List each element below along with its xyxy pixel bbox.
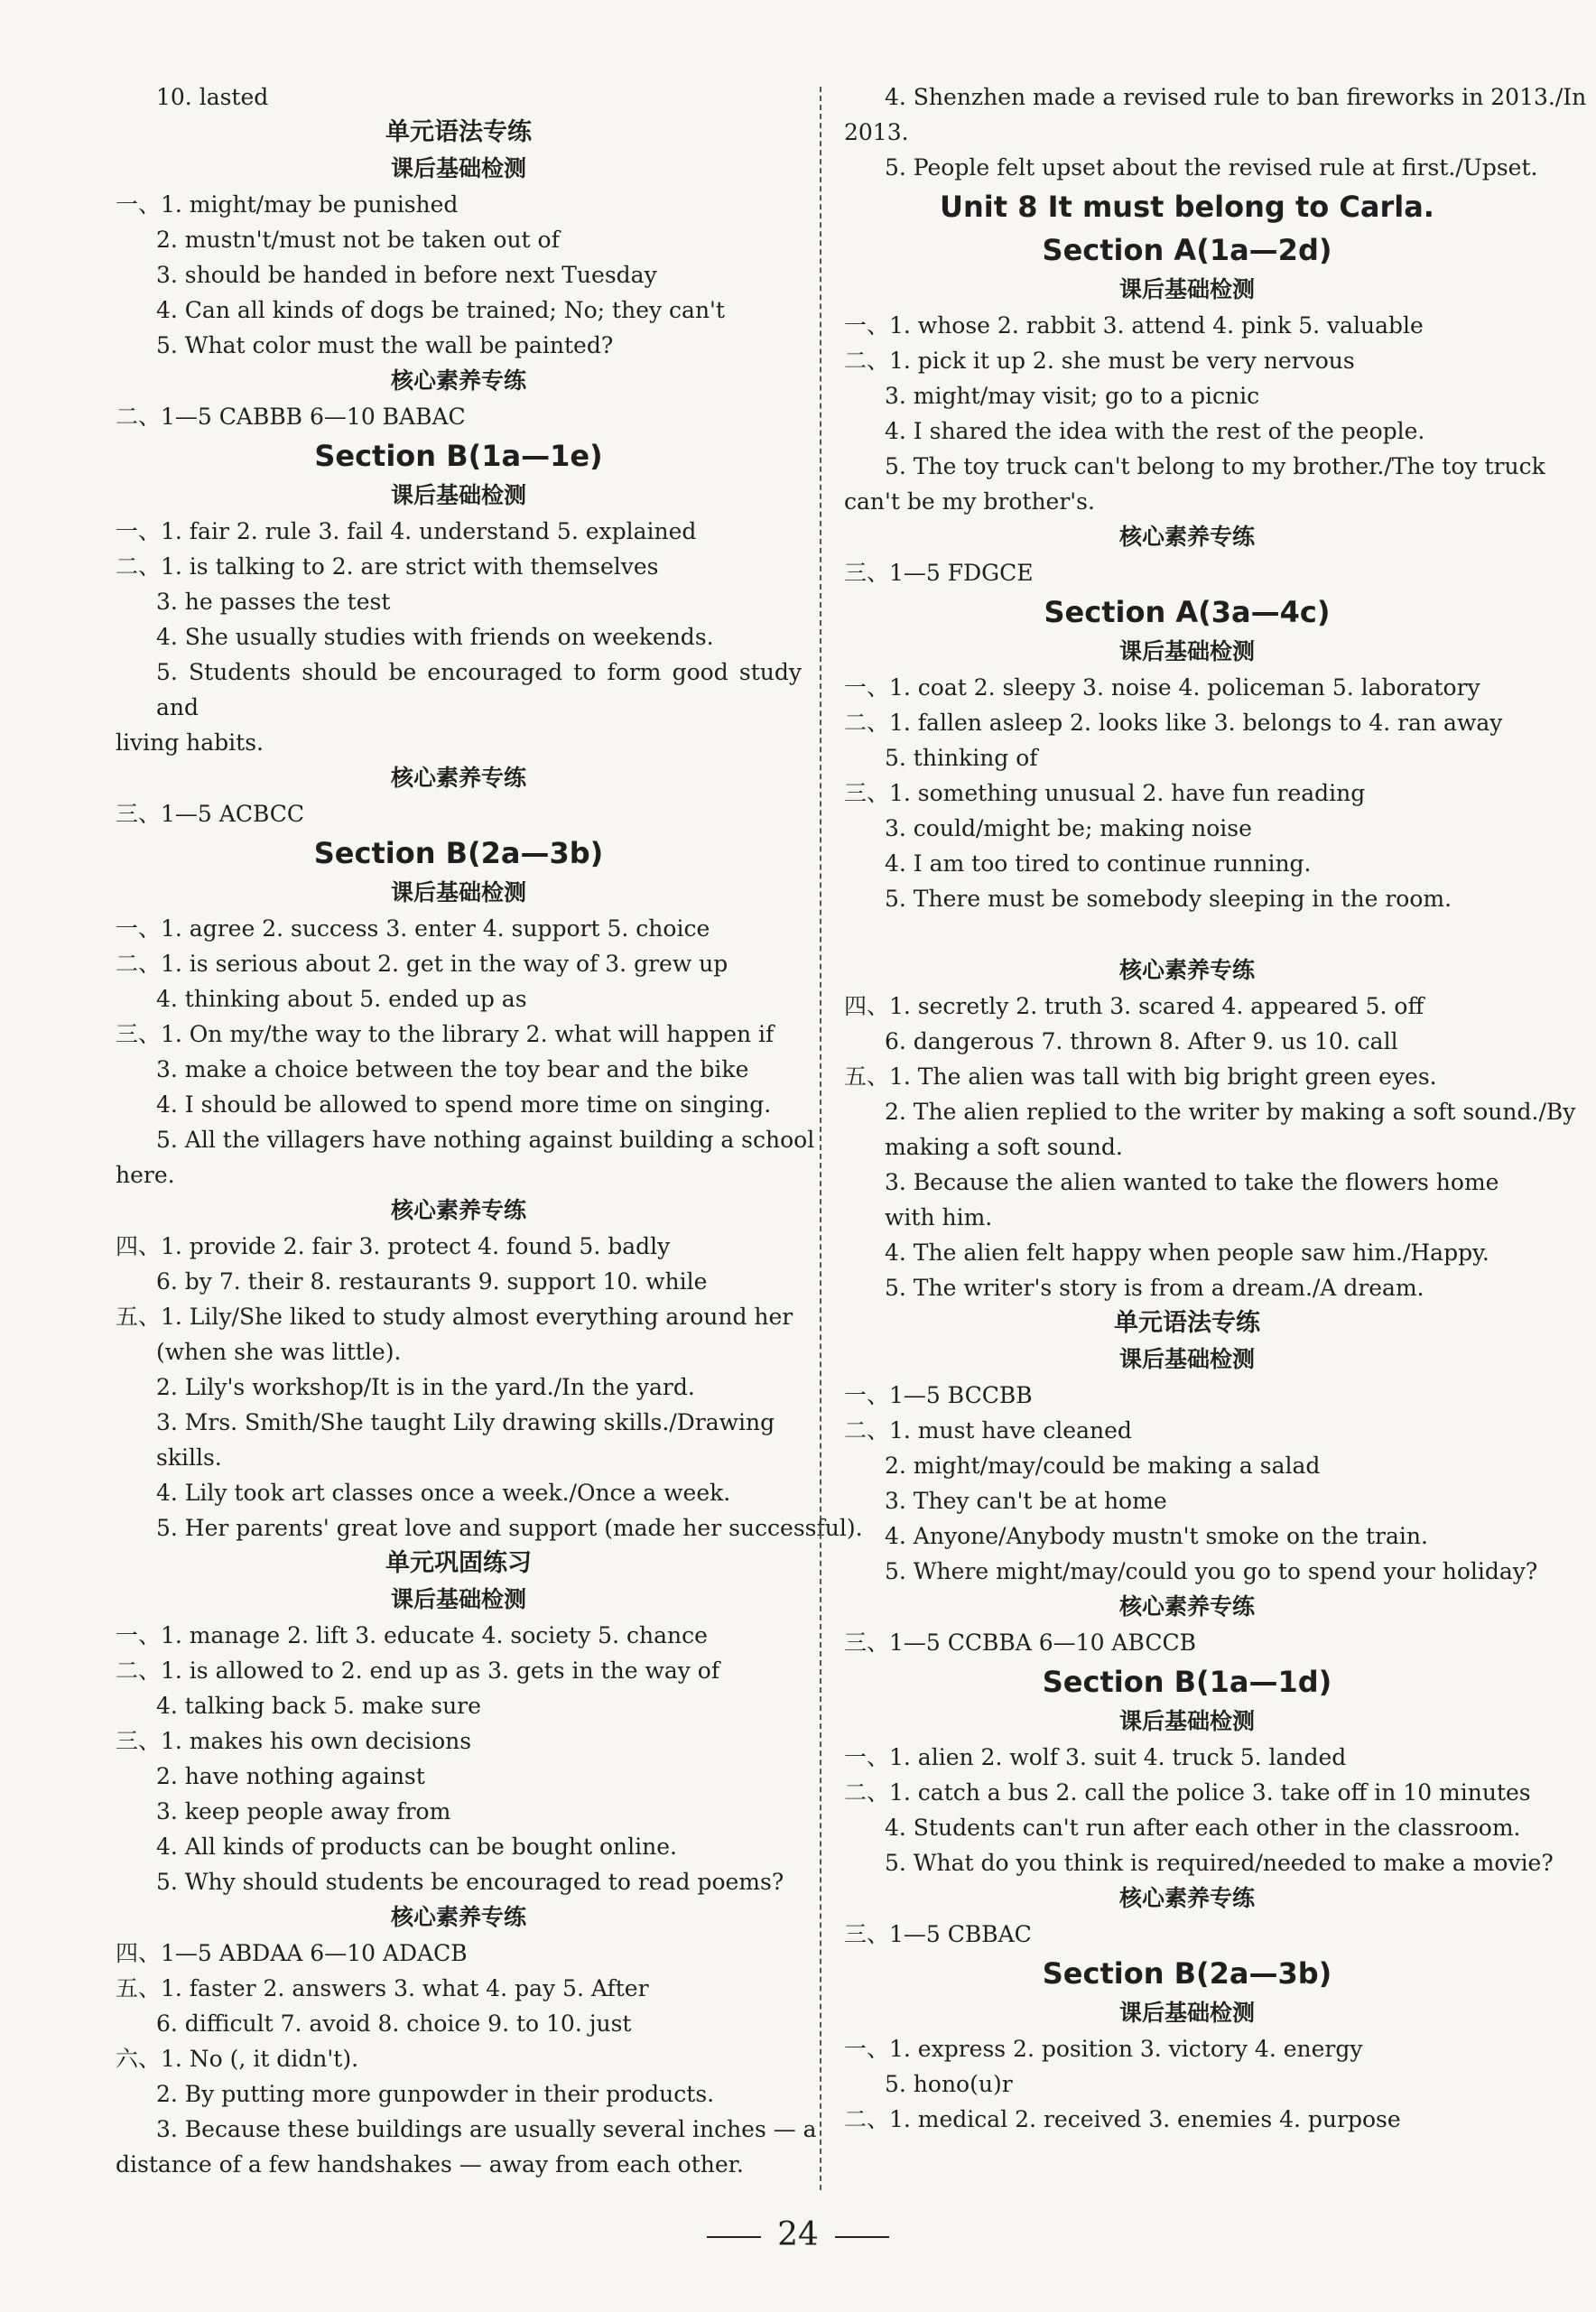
answer-line: 2. The alien replied to the writer by making a soft sound./By (885, 1099, 1576, 1125)
answer-line: 2. By putting more gunpowder in their products. (156, 2081, 715, 2107)
answer-line: 4. Shenzhen made a revised rule to ban fireworks in 2013./In (885, 84, 1587, 110)
subsection-heading: 核心素养专练 (1118, 524, 1255, 550)
subsection-heading: 课后基础检测 (1118, 1346, 1255, 1372)
page-number-text: 24 (777, 2216, 819, 2253)
answer-line: 4. I should be allowed to spend more time on singing. (156, 1091, 772, 1118)
answer-line: 5. thinking of (885, 745, 1038, 771)
subsection-heading: 核心素养专练 (390, 765, 526, 791)
answer-line: 二、1. fallen asleep 2. looks like 3. belongs to 4. ran away (844, 710, 1503, 736)
answer-line: 一、1. coat 2. sleepy 3. noise 4. policeman 5. laboratory (844, 674, 1480, 701)
unit-heading: 单元语法专练 (1114, 1309, 1260, 1337)
answer-line: 三、1. makes his own decisions (116, 1728, 472, 1754)
answer-line: 四、1. secretly 2. truth 3. scared 4. appeared 5. off (844, 993, 1424, 1019)
answer-line: 5. Students should be encouraged to form good study and (156, 659, 802, 720)
answer-line: 3. could/might be; making noise (885, 815, 1252, 841)
subsection-heading: 课后基础检测 (390, 879, 526, 905)
section-heading: Section B(2a—3b) (1042, 1956, 1332, 1991)
left-dash (707, 2236, 761, 2238)
answer-line: can't be my brother's. (844, 488, 1095, 515)
answer-line: 4. All kinds of products can be bought online. (156, 1834, 677, 1860)
answer-line: 二、1—5 CABBB 6—10 BABAC (116, 404, 466, 430)
section-heading: Section B(2a—3b) (313, 836, 604, 870)
answer-line: 4. talking back 5. make sure (156, 1693, 481, 1719)
subsection-heading: 核心素养专练 (1118, 1885, 1255, 1911)
subsection-heading: 课后基础检测 (1118, 276, 1255, 302)
section-heading: Section A(3a—4c) (1044, 595, 1331, 629)
subsection-heading: 核心素养专练 (390, 367, 526, 394)
answer-line: 五、1. faster 2. answers 3. what 4. pay 5. After (116, 1975, 649, 2001)
answer-line: 2. have nothing against (156, 1763, 425, 1789)
answer-line: 二、1. must have cleaned (844, 1417, 1132, 1444)
subsection-heading: 核心素养专练 (1118, 1593, 1255, 1620)
subsection-heading: 课后基础检测 (1118, 638, 1255, 664)
spacer (844, 916, 1530, 952)
answer-line: 五、1. Lily/She liked to study almost everything around her (116, 1304, 793, 1330)
subsection-heading: 课后基础检测 (1118, 2000, 1255, 2026)
answer-line: 5. What do you think is required/needed to make a movie? (885, 1850, 1554, 1876)
answer-line: 4. The alien felt happy when people saw him./Happy. (885, 1240, 1489, 1266)
answer-line: 3. Because these buildings are usually several inches — a (156, 2116, 817, 2142)
column-divider (820, 87, 821, 2190)
answer-line: 一、1. manage 2. lift 3. educate 4. society 5. chance (116, 1622, 708, 1648)
subsection-heading: 课后基础检测 (390, 1586, 526, 1612)
answer-line: distance of a few handshakes — away from each other. (116, 2151, 744, 2177)
answer-line: 二、1. medical 2. received 3. enemies 4. purpose (844, 2106, 1401, 2132)
answer-line: 3. should be handed in before next Tuesday (156, 262, 657, 288)
subsection-heading: 课后基础检测 (390, 482, 526, 508)
answer-line: 5. All the villagers have nothing against building a school (156, 1127, 815, 1153)
answer-line: 三、1—5 CCBBA 6—10 ABCCB (844, 1630, 1196, 1656)
answer-line: 2. Lily's workshop/It is in the yard./In the yard. (156, 1374, 695, 1400)
subsection-heading: 课后基础检测 (1118, 1708, 1255, 1734)
answer-line: 5. What color must the wall be painted? (156, 332, 614, 358)
section-heading: Section B(1a—1e) (314, 439, 603, 473)
answer-line: 一、1. might/may be punished (116, 191, 459, 218)
left-column (116, 79, 863, 2182)
answer-line: 4. She usually studies with friends on weekends. (156, 624, 714, 650)
answer-line: making a soft sound. (885, 1134, 1123, 1160)
answer-line: 一、1. fair 2. rule 3. fail 4. understand 5. explained (116, 518, 697, 544)
answer-line: 一、1. express 2. position 3. victory 4. energy (844, 2036, 1363, 2062)
answer-line: 一、1. whose 2. rabbit 3. attend 4. pink 5. valuable (844, 312, 1424, 339)
answer-line: 4. I shared the idea with the rest of the people. (885, 418, 1425, 444)
answer-line: 4. I am too tired to continue running. (885, 850, 1312, 877)
answer-line: 4. thinking about 5. ended up as (156, 986, 527, 1012)
answer-line: 5. Where might/may/could you go to spend your holiday? (885, 1558, 1538, 1584)
answer-line: 3. Mrs. Smith/She taught Lily drawing skills./Drawing (156, 1409, 775, 1435)
answer-line: 二、1. is allowed to 2. end up as 3. gets in the way of (116, 1657, 720, 1684)
section-heading: Section B(1a—1d) (1042, 1665, 1332, 1699)
answer-line: 三、1—5 FDGCE (844, 560, 1034, 586)
answer-line: 5. Her parents' great love and support (made her successful). (156, 1515, 863, 1541)
answer-line: 5. The toy truck can't belong to my brother./The toy truck (885, 453, 1545, 479)
answer-line: 6. dangerous 7. thrown 8. After 9. us 10. call (885, 1028, 1398, 1054)
answer-line: (when she was little). (156, 1339, 402, 1365)
answer-line: 2. mustn't/must not be taken out of (156, 227, 560, 253)
answer-line: 一、1—5 BCCBB (844, 1382, 1033, 1408)
right-column (844, 79, 1587, 2137)
answer-line: 5. There must be somebody sleeping in the room. (885, 886, 1452, 912)
unit-heading: 单元巩固练习 (385, 1549, 532, 1577)
answer-line: 6. difficult 7. avoid 8. choice 9. to 10. just (156, 2010, 632, 2037)
subsection-heading: 核心素养专练 (1118, 957, 1255, 983)
answer-line: 4. Can all kinds of dogs be trained; No; they can't (156, 297, 725, 323)
answer-line: living habits. (116, 729, 264, 756)
answer-line: 3. he passes the test (156, 589, 391, 615)
answer-line: 四、1. provide 2. fair 3. protect 4. found 5. badly (116, 1233, 671, 1259)
answer-line: 3. make a choice between the toy bear and the bike (156, 1056, 749, 1082)
answer-line: 3. keep people away from (156, 1798, 451, 1825)
answer-line: 5. People felt upset about the revised rule at first./Upset. (885, 154, 1538, 181)
answer-line: 5. Why should students be encouraged to read poems? (156, 1869, 784, 1895)
answer-line: 3. might/may visit; go to a picnic (885, 383, 1260, 409)
answer-line: 3. Because the alien wanted to take the flowers home (885, 1169, 1499, 1195)
answer-line: 三、1. On my/the way to the library 2. what will happen if (116, 1021, 775, 1047)
answer-line: 5. The writer's story is from a dream./A dream. (885, 1275, 1424, 1301)
answer-line: 四、1—5 ABDAA 6—10 ADACB (116, 1940, 468, 1966)
answer-line: 二、1. catch a bus 2. call the police 3. take off in 10 minutes (844, 1779, 1531, 1806)
answer-line: 3. They can't be at home (885, 1488, 1167, 1514)
answer-line: 六、1. No (, it didn't). (116, 2046, 359, 2072)
answer-line: 4. Lily took art classes once a week./Once a week. (156, 1480, 731, 1506)
answer-line: 2. might/may/could be making a salad (885, 1453, 1321, 1479)
answer-line: 10. lasted (156, 84, 269, 110)
unit-heading: 单元语法专练 (385, 118, 532, 146)
answer-line: 三、1—5 ACBCC (116, 801, 305, 827)
answer-line: 二、1. is talking to 2. are strict with themselves (116, 553, 659, 580)
answer-line: 五、1. The alien was tall with big bright green eyes. (844, 1063, 1437, 1090)
subsection-heading: 核心素养专练 (390, 1904, 526, 1930)
answer-line: 二、1. pick it up 2. she must be very nervous (844, 348, 1355, 374)
answer-line: skills. (156, 1444, 222, 1471)
answer-line: 4. Students can't run after each other in the classroom. (885, 1815, 1521, 1841)
answer-line: 一、1. agree 2. success 3. enter 4. support 5. choice (116, 915, 710, 942)
section-heading: Section A(1a—2d) (1042, 233, 1332, 267)
answer-line: 一、1. alien 2. wolf 3. suit 4. truck 5. landed (844, 1744, 1347, 1770)
answer-line: 三、1. something unusual 2. have fun reading (844, 780, 1366, 806)
answer-line: 2013. (844, 119, 909, 145)
answer-line: 6. by 7. their 8. restaurants 9. support 10. while (156, 1268, 708, 1295)
subsection-heading: 课后基础检测 (390, 155, 526, 181)
right-dash (835, 2236, 889, 2238)
answer-line: 4. Anyone/Anybody mustn't smoke on the train. (885, 1523, 1428, 1549)
answer-line: 5. hono(u)r (885, 2071, 1013, 2097)
page-number (0, 2216, 1596, 2253)
subsection-heading: 核心素养专练 (390, 1197, 526, 1223)
section-heading: Unit 8 It must belong to Carla. (940, 190, 1434, 224)
answer-line: 三、1—5 CBBAC (844, 1921, 1032, 1947)
answer-line: 二、1. is serious about 2. get in the way of 3. grew up (116, 951, 728, 977)
answer-line: here. (116, 1162, 175, 1188)
answer-line: with him. (885, 1204, 993, 1230)
